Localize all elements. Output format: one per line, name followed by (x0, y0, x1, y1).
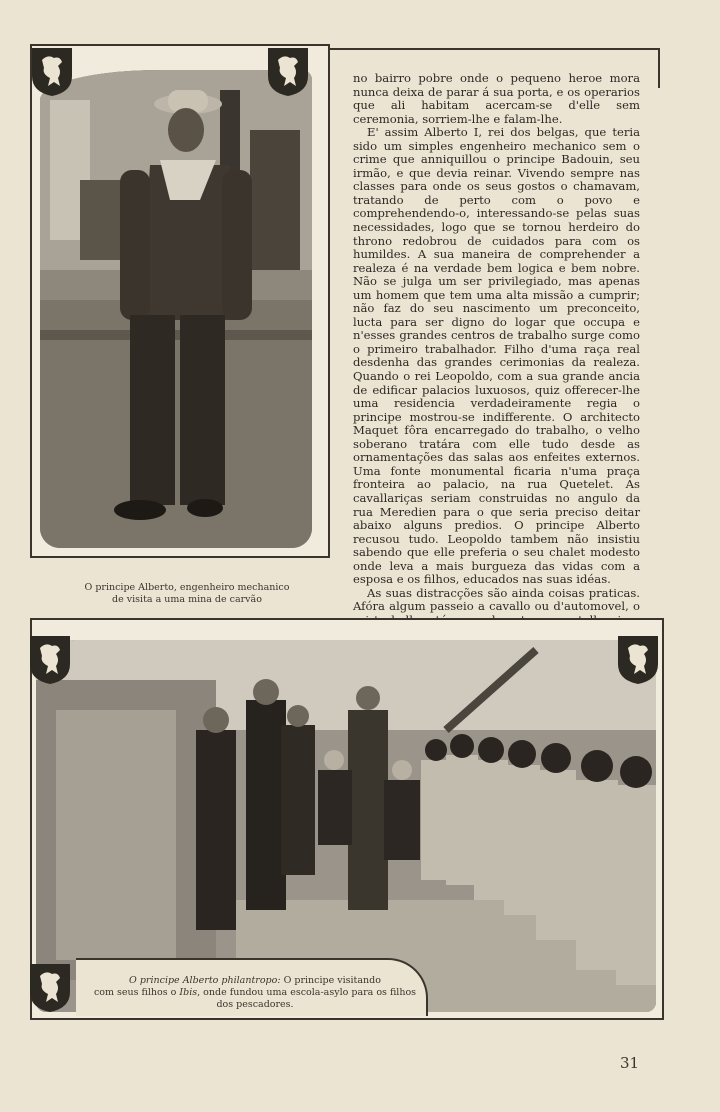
photo2-image (36, 640, 656, 1012)
photo2-caption-line2b: , onde fundou uma escola-asylo para os filhos (197, 987, 417, 998)
page-number: 31 (620, 1054, 640, 1072)
belgian-lion-crest-icon (28, 634, 72, 686)
belgian-lion-crest-icon (28, 962, 72, 1014)
photo2-caption-italic: O principe Alberto philantropo: (129, 975, 281, 986)
photo1-caption-line1: O principe Alberto, engenheiro mechanico (84, 582, 290, 593)
belgian-lion-crest-icon (30, 46, 74, 98)
photo2-caption-ship: Ibis (179, 987, 198, 998)
belgian-lion-crest-icon (266, 46, 310, 98)
photo1-caption (62, 582, 312, 606)
photo2-caption-rest: O principe visitando (280, 975, 381, 986)
paragraph: As suas distracções são ainda coisas praticas. Afóra algum passeio a cavallo ou d'automovel, o (353, 585, 640, 614)
photo1-image (40, 70, 312, 548)
ornament-line (658, 48, 660, 88)
photo2-scene (36, 640, 656, 1012)
paragraph: E' assim Alberto I, rei dos belgas, que teria sido um simples engenheiro mechanico sem o crime que anniquillou o principe Badouin, seu irmão, e que devia reinar. Vivendo sempre nas classes para onde os seus gostos o chamavam, tratando de perto com o povo e comprehendendo-o, interessando-se pelas suas necessidades, logo que se tornou herdeiro do throno redobrou de cuidados para com os humildes. A sua maneira de comprehender a realeza é na verdade bem logica e bem nobre. Não se julga um ser privilegiado, mas apenas um homem que tem uma alta missão a cumprir; não faz do seu nascimento um preconceito, lucta para ser digno do logar que occupa e n'esses grandes centros de trabalho surge como o primeiro trabalhador. Filho d'uma raça real desdenha das grandes cerimonias da realeza. Quando o rei Leopoldo, com a sua grande ancia de edificar palacios luxuosos, quiz offerecer-lhe uma residencia verdadeiramente regia o principe mostrou-se indifferente. O architecto Maquet fôra encarregado do trabalho, o velho soberano tratára com elle tudo desde as ornamentações das salas aos enfeites externos. Uma fonte monumental ficaria n'uma praça fronteira ao palacio, na rua Quetelet. As cavallariças seriam construidas no angulo da rua Meredien para o que seria preciso deitar abaixo alguns predios. O principe Alberto recusou tudo. Leopoldo tambem não insistiu sabendo que elle preferia o seu chalet modesto onde leva a mais burgueza das vidas com a esposa e os filhos, educados nas suas idéas. (353, 125, 640, 587)
article-text (353, 72, 640, 682)
paragraph: no bairro pobre onde o pequeno heroe mora nunca deixa de parar á sua porta, e os operarios que ali habitam acercam-se d'elle sem ceremonia, sorriem-lhe e falam-lhe. (353, 71, 640, 126)
photo2-caption-line3: dos pescadores. (216, 999, 294, 1010)
photo1-scene (40, 70, 312, 548)
photo2-caption-line2a: com seus filhos o (93, 987, 180, 998)
belgian-lion-crest-icon (616, 634, 660, 686)
ornament-line (330, 48, 660, 50)
photo1-caption-line2: de visita a uma mina de carvão (112, 594, 262, 605)
photo2-caption (90, 975, 420, 1011)
